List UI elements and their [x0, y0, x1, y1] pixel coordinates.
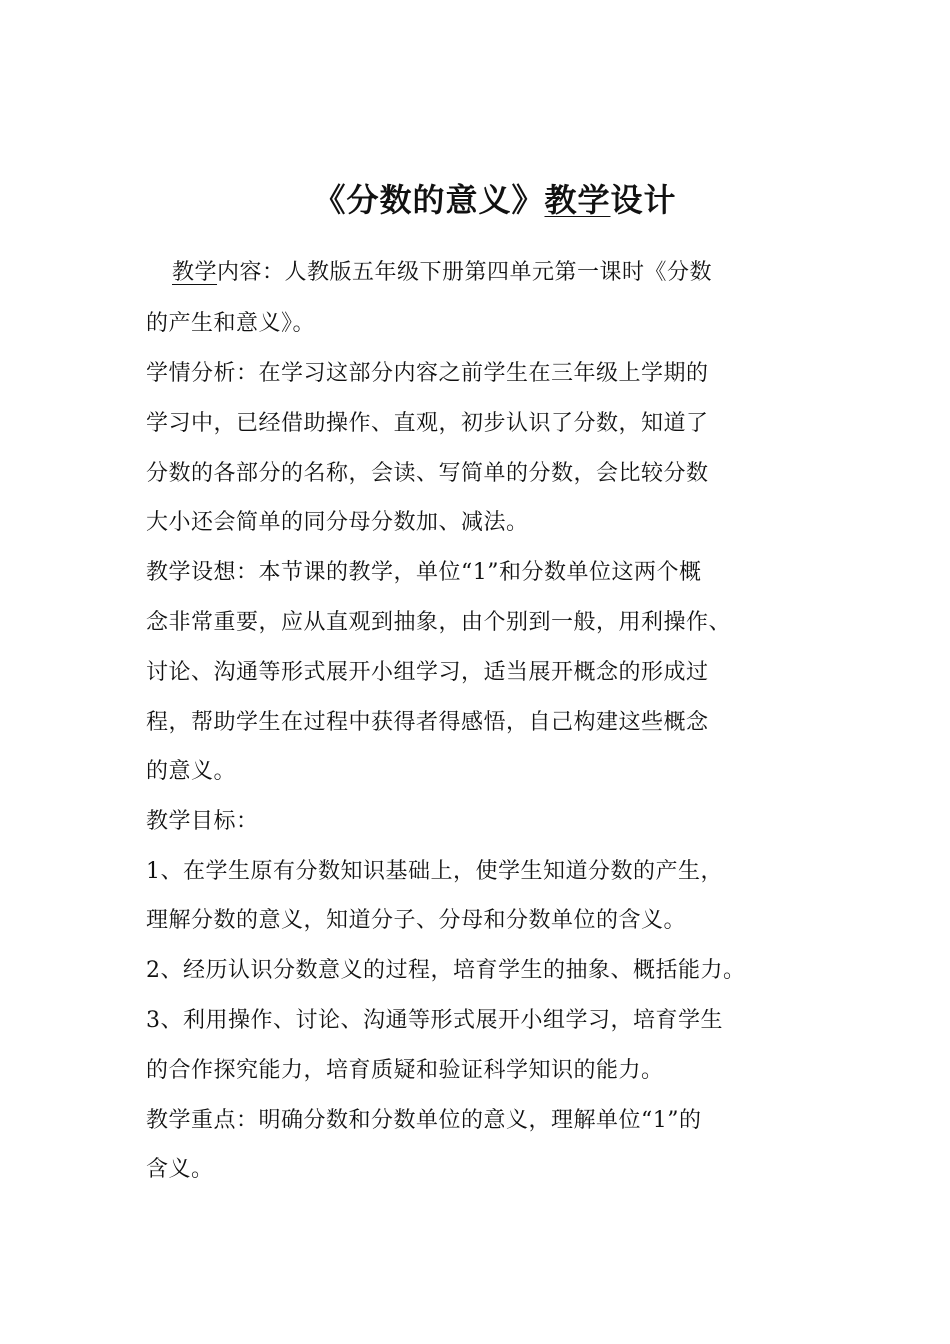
text-line-13: 1、在学生原有分数知识基础上，使学生知道分数的产生，: [146, 859, 723, 884]
text-line-5: 分数的各部分的名称，会读、写简单的分数，会比较分数: [146, 461, 709, 486]
text-line-19: 含义。: [146, 1157, 214, 1182]
text-line-9: 讨论、沟通等形式展开小组学习，适当展开概念的形成过: [146, 660, 709, 685]
text-line-14: 理解分数的意义，知道分子、分母和分数单位的含义。: [146, 908, 687, 933]
text-line-18: 教学重点：明确分数和分数单位的意义，理解单位“1”的: [146, 1108, 702, 1133]
text-line-4: 学习中，已经借助操作、直观，初步认识了分数，知道了: [146, 411, 709, 436]
text-line-17: 的合作探究能力，培育质疑和验证科学知识的能力。: [146, 1058, 664, 1083]
text-line-12: 教学目标：: [146, 809, 259, 834]
teaching-content-line: [172, 258, 712, 288]
text-line-10: 程，帮助学生在过程中获得者得感悟，自己构建这些概念: [146, 710, 709, 735]
text-line-7: 教学设想：本节课的教学，单位“1”和分数单位这两个概: [146, 560, 702, 585]
text-line-2: 的产生和意义》。: [146, 311, 316, 336]
title-part-3: 设计: [610, 181, 677, 219]
text-line-8: 念非常重要，应从直观到抽象，由个别到一般，用利操作、: [146, 610, 732, 635]
teaching-content-underlined: 教学: [172, 260, 218, 285]
document-title: [0, 176, 950, 224]
text-line-16: 3、利用操作、讨论、沟通等形式展开小组学习，培育学生: [146, 1008, 723, 1033]
teaching-content-text: 内容：人教版五年级下册第四单元第一课时《分数: [217, 260, 713, 285]
text-line-15: 2、经历认识分数意义的过程，培育学生的抽象、概括能力。: [146, 958, 746, 983]
title-part-1: 《分数的意义》: [313, 181, 545, 219]
text-line-11: 的意义。: [146, 759, 237, 784]
text-line-6: 大小还会简单的同分母分数加、减法。: [146, 510, 529, 535]
title-underlined-word: 教学: [544, 181, 611, 219]
text-line-3: 学情分析：在学习这部分内容之前学生在三年级上学期的: [146, 361, 709, 386]
